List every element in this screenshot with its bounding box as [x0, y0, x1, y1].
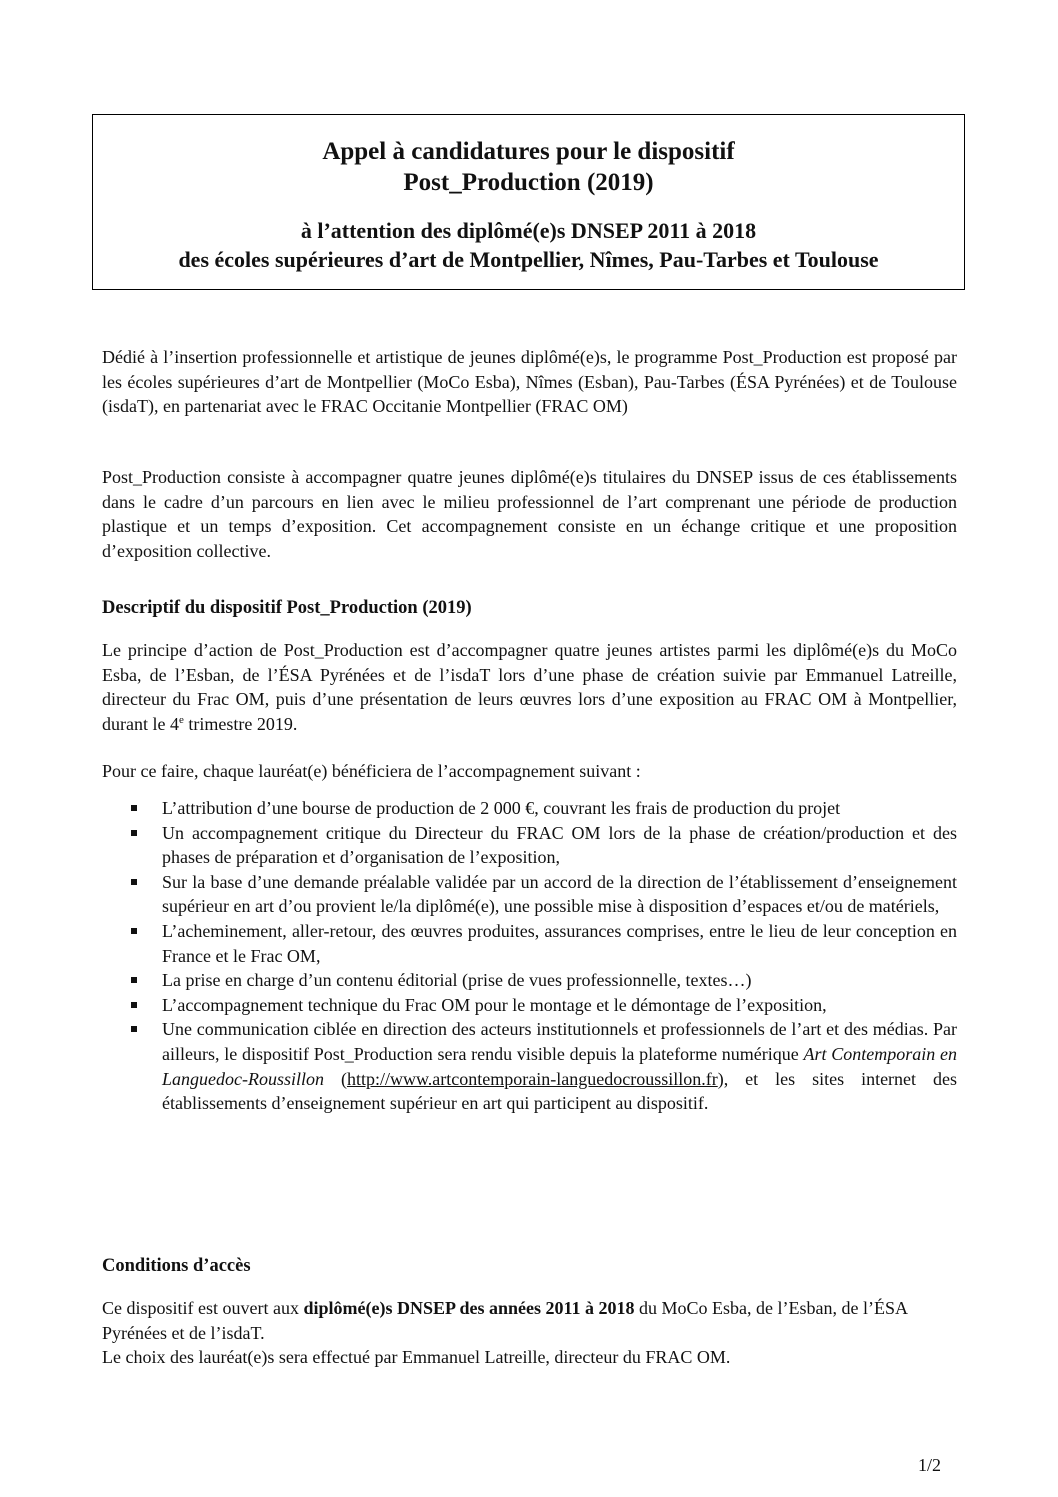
section-heading-conditions: Conditions d’accès — [102, 1256, 251, 1276]
descriptif-paragraph-block-2 — [102, 759, 957, 784]
conditions-highlight: diplômé(e)s DNSEP des années 2011 à 2018 — [303, 1298, 635, 1318]
bullet-icon — [131, 805, 137, 811]
bullet-icon — [131, 879, 137, 885]
subtitle-line-2: des écoles supérieures d’art de Montpellier, Nîmes, Pau-Tarbes et Toulouse — [178, 247, 879, 272]
page-number: 1/2 — [918, 1455, 942, 1475]
list-item — [102, 919, 957, 968]
subtitle-line-1: à l’attention des diplômé(e)s DNSEP 2011 à 2018 — [300, 218, 757, 243]
section-heading-descriptif: Descriptif du dispositif Post_Production (2019) — [102, 598, 472, 618]
list-item-text-c: ), et les sites internet des établissements d’enseignement supérieur en art qui participent au dispositif. — [162, 1068, 957, 1114]
conditions-paragraph-1 — [102, 1296, 957, 1345]
list-item — [102, 821, 957, 870]
conditions-paragraph-2: Le choix des lauréat(e)s sera effectué par Emmanuel Latreille, directeur du FRAC OM. — [102, 1347, 731, 1368]
list-item-text: L’attribution d’une bourse de production de 2 000 €, couvrant les frais de production du projet — [162, 798, 841, 818]
descriptif-paragraph-1 — [102, 638, 957, 736]
list-item — [102, 870, 957, 919]
list-item — [102, 1017, 957, 1115]
conditions-text-a: Ce dispositif est ouvert aux — [102, 1298, 304, 1318]
descriptif-text-end: trimestre 2019. — [183, 713, 298, 734]
bullet-icon — [131, 928, 137, 934]
conditions-paragraph-block — [102, 1296, 957, 1370]
conditions-section — [102, 1254, 957, 1279]
document-title — [93, 136, 964, 198]
intro-paragraph-2: Post_Production consiste à accompagner quatre jeunes diplômé(e)s titulaires du DNSEP issus de ces établissements dans le cadre d’un parcours en lien avec le milieu professionnel de l’art comprenant une période de production plastique et un temps d’exposition. Cet accompagnement consiste en un échange critique et une proposition d’exposition collective. — [102, 467, 957, 561]
list-item — [102, 993, 957, 1018]
descriptif-section — [102, 596, 957, 621]
list-item-text-a: Une communication ciblée en direction des acteurs institutionnels et professionnels de l’art et des médias. Par ailleurs, le dispositif Post_Production sera rendu visible depuis la plateforme numérique — [162, 1019, 957, 1064]
bullet-icon — [131, 1026, 137, 1032]
list-item — [102, 796, 957, 821]
benefits-list-block — [102, 796, 957, 1116]
platform-name: Art Contemporain en Languedoc-Roussillon — [162, 1043, 957, 1089]
document-subtitle — [93, 216, 964, 274]
list-item-text: L’acheminement, aller-retour, des œuvres produites, assurances comprises, entre le lieu de leur conception en France et le Frac OM, — [162, 920, 957, 966]
descriptif-paragraph-2: Pour ce faire, chaque lauréat(e) bénéficiera de l’accompagnement suivant : — [102, 761, 641, 781]
conditions-text-b: du MoCo Esba, de l’Esban, de l’ÉSA Pyrénées et de l’isdaT. — [102, 1298, 907, 1343]
title-line-1: Appel à candidatures pour le dispositif — [322, 138, 735, 165]
title-box — [92, 114, 965, 290]
bullet-icon — [131, 977, 137, 983]
list-item-text-b: ( — [324, 1068, 347, 1089]
list-item-text: Sur la base d’une demande préalable validée par un accord de la direction de l’établissement d’enseignement supérieur en art d’ou provient le/la diplômé(e), une possible mise à disposition d’espaces et/ou de matériels, — [162, 871, 957, 917]
bullet-icon — [131, 830, 137, 836]
intro-paragraph-1: Dédié à l’insertion professionnelle et artistique de jeunes diplômé(e)s, le programme Post_Production est proposé par les écoles supérieures d’art de Montpellier (MoCo Esba), Nîmes (Esban), Pau-Tarbes (ÉSA Pyrénées) et de Toulouse (isdaT), en partenariat avec le FRAC Occitanie Montpellier (FRAC OM) — [102, 347, 957, 417]
list-item-text: Un accompagnement critique du Directeur du FRAC OM lors de la phase de création/production et des phases de préparation et d’organisation de l’exposition, — [162, 822, 957, 868]
title-line-2: Post_Production (2019) — [403, 169, 654, 196]
list-item-text: La prise en charge d’un contenu éditorial (prise de vues professionnelle, textes…) — [162, 970, 752, 991]
intro-section — [102, 345, 957, 419]
bullet-icon — [131, 1002, 137, 1008]
intro-section-2 — [102, 465, 957, 563]
list-item — [102, 968, 957, 993]
superscript: e — [178, 713, 184, 726]
descriptif-text: Le principe d’action de Post_Production est d’accompagner quatre jeunes artistes parmi les diplômé(e)s du MoCo Esba, de l’Esban, de l’ÉSA Pyrénées et de l’isdaT lors d’une phase de création suivie par Emmanuel Latreille, directeur du Frac OM, puis d’une présentation de leurs œuvres lors d’une exposition au FRAC OM à Montpellier, durant le 4 — [102, 640, 957, 734]
descriptif-paragraph-block — [102, 638, 957, 736]
website-link[interactable]: http://www.artcontemporain-languedocroussillon.fr — [346, 1068, 718, 1089]
benefits-list — [102, 796, 957, 1116]
list-item-text: L’accompagnement technique du Frac OM pour le montage et le démontage de l’exposition, — [162, 994, 827, 1015]
